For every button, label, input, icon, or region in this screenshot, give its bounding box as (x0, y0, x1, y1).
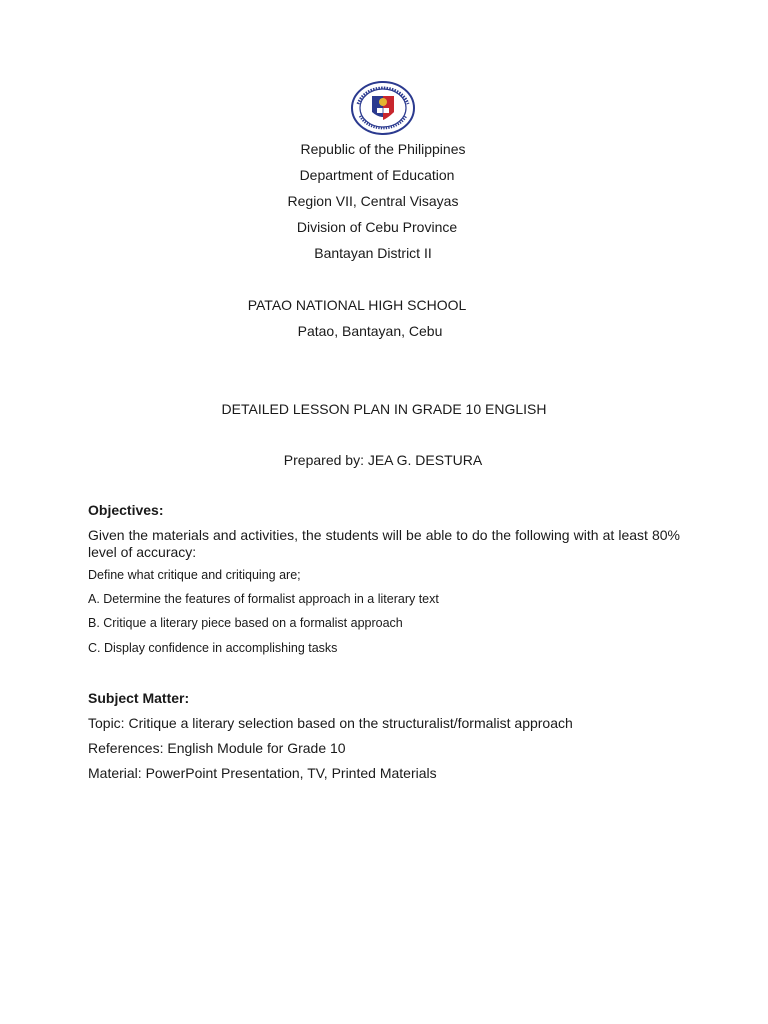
header-republic: Republic of the Philippines (300, 141, 466, 157)
objectives-heading: Objectives: (88, 502, 164, 518)
subject-matter-material: Material: PowerPoint Presentation, TV, Printed Materials (88, 765, 437, 781)
objective-item: B. Critique a literary piece based on a formalist approach (88, 616, 403, 630)
subject-matter-topic: Topic: Critique a literary selection based on the structuralist/formalist approach (88, 715, 573, 731)
subject-matter-heading: Subject Matter: (88, 690, 190, 706)
deped-seal-icon (350, 80, 416, 136)
objective-item: A. Determine the features of formalist approach in a literary text (88, 592, 439, 606)
objective-item: Define what critique and critiquing are; (88, 568, 301, 582)
header-division: Division of Cebu Province (296, 219, 458, 235)
header-department: Department of Education (299, 167, 455, 183)
objective-item: C. Display confidence in accomplishing tasks (88, 641, 338, 655)
school-name: PATAO NATIONAL HIGH SCHOOL (247, 297, 467, 313)
header-region: Region VII, Central Visayas (287, 193, 459, 209)
header-district: Bantayan District II (314, 245, 432, 261)
objectives-intro: Given the materials and activities, the students will be able to do the following with at least 80% level of accuracy: (88, 527, 680, 560)
subject-matter-references: References: English Module for Grade 10 (88, 740, 346, 756)
prepared-by: Prepared by: JEA G. DESTURA (283, 452, 483, 468)
lesson-title: DETAILED LESSON PLAN IN GRADE 10 ENGLISH (221, 401, 547, 417)
school-address: Patao, Bantayan, Cebu (297, 323, 443, 339)
